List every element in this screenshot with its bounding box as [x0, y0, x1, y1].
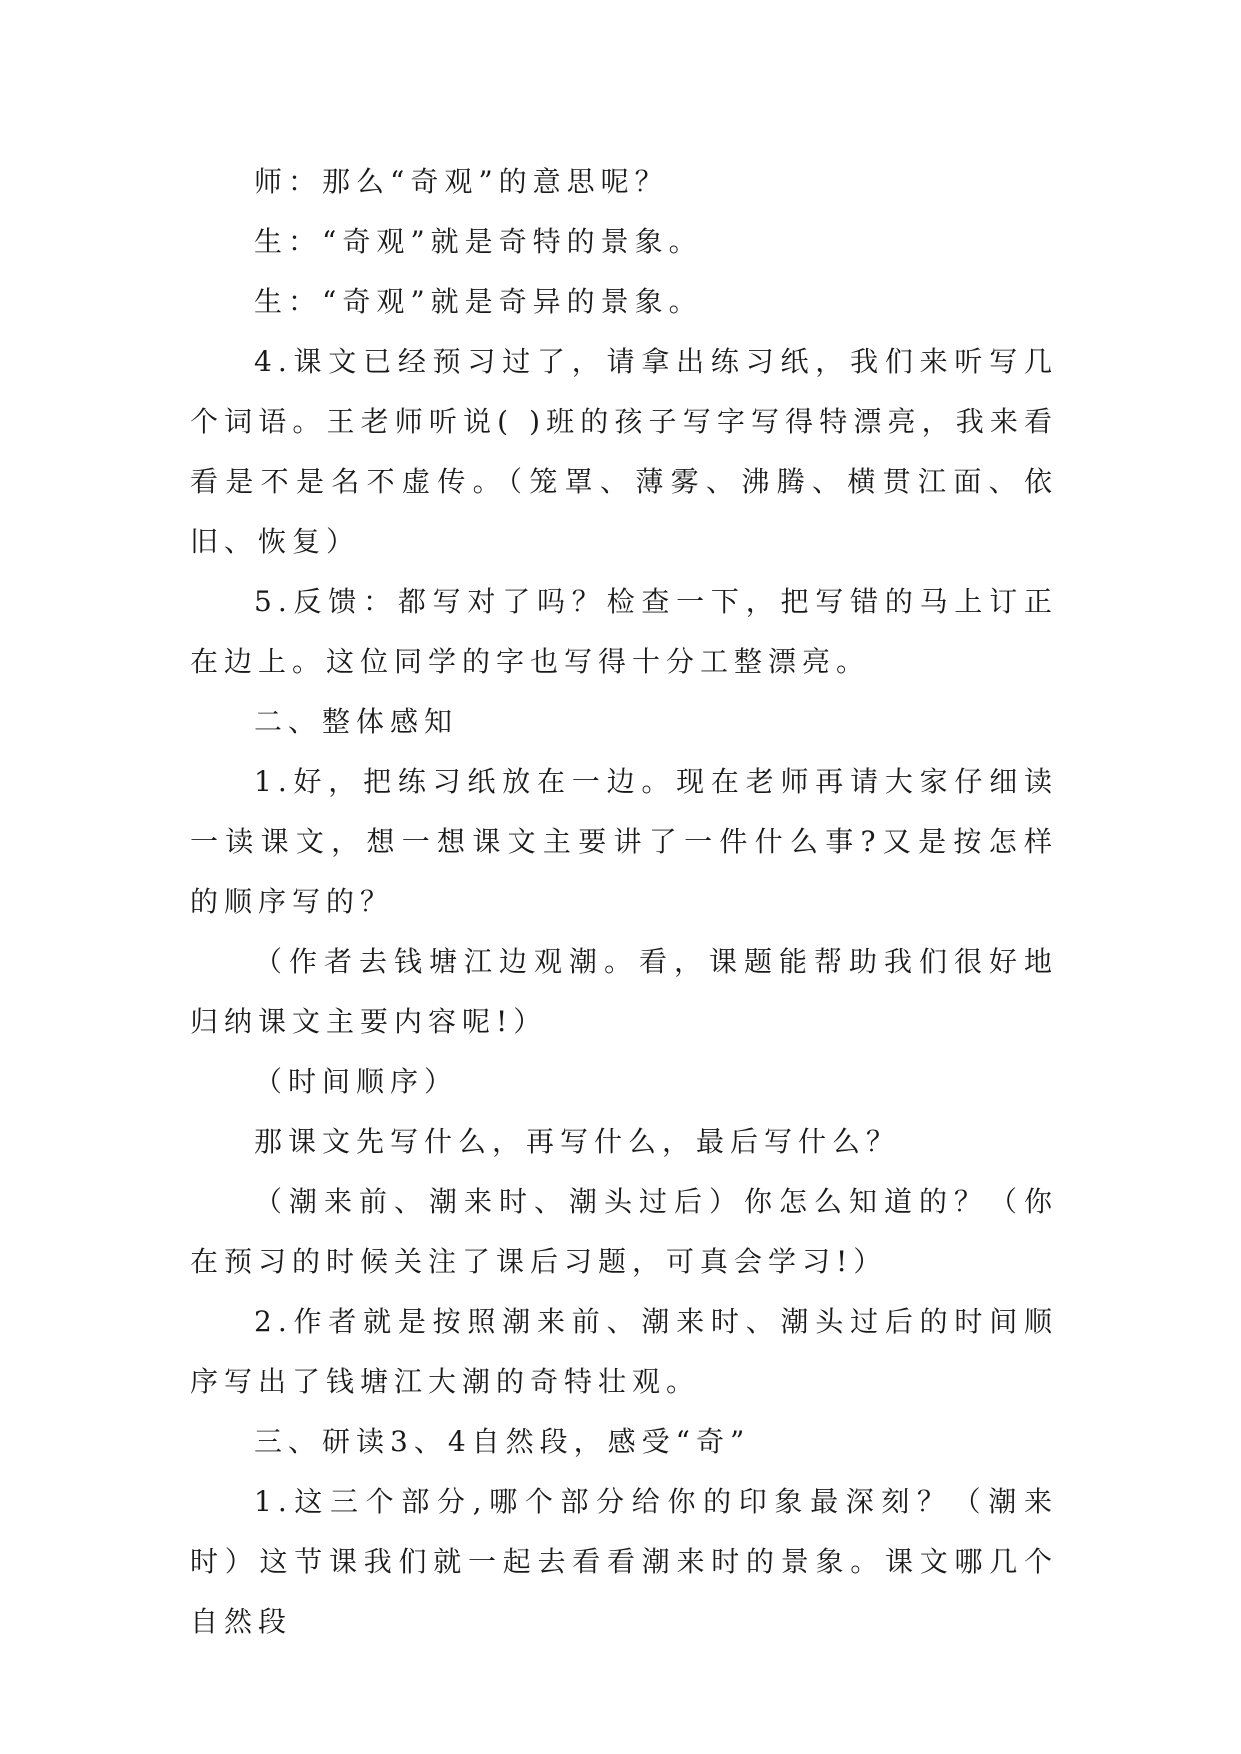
document-body: [190, 152, 1058, 1652]
paragraph: 1.这三个部分,哪个部分给你的印象最深刻？（潮来时）这节课我们就一起去看看潮来时的景象。课文哪几个自然段: [190, 1485, 1058, 1638]
section-heading: 二、整体感知: [254, 705, 459, 738]
section-heading: 三、研读3、4自然段，感受“奇”: [254, 1425, 751, 1458]
paragraph: 4.课文已经预习过了，请拿出练习纸，我们来听写几个词语。王老师听说( )班的孩子写字写得特漂亮，我来看看是不是名不虚传。（笼罩、薄雾、沸腾、横贯江面、依旧、恢复）: [190, 345, 1058, 558]
paragraph: （时间顺序）: [254, 1065, 459, 1098]
paragraph: 2.作者就是按照潮来前、潮来时、潮头过后的时间顺序写出了钱塘江大潮的奇特壮观。: [190, 1305, 1058, 1398]
paragraph: 那课文先写什么，再写什么，最后写什么？: [254, 1125, 901, 1158]
paragraph: 生：“奇观”就是奇特的景象。: [254, 225, 703, 258]
paragraph: 5.反馈：都写对了吗？检查一下，把写错的马上订正在边上。这位同学的字也写得十分工整漂亮。: [190, 585, 1058, 678]
paragraph: 生：“奇观”就是奇异的景象。: [254, 285, 703, 318]
paragraph: 师：那么“奇观”的意思呢？: [254, 165, 669, 198]
paragraph: （潮来前、潮来时、潮头过后）你怎么知道的？（你在预习的时候关注了课后习题，可真会学习!）: [190, 1185, 1058, 1278]
paragraph: （作者去钱塘江边观潮。看，课题能帮助我们很好地归纳课文主要内容呢!）: [190, 945, 1058, 1038]
paragraph: 1.好，把练习纸放在一边。现在老师再请大家仔细读一读课文，想一想课文主要讲了一件什么事?又是按怎样的顺序写的？: [190, 765, 1058, 918]
